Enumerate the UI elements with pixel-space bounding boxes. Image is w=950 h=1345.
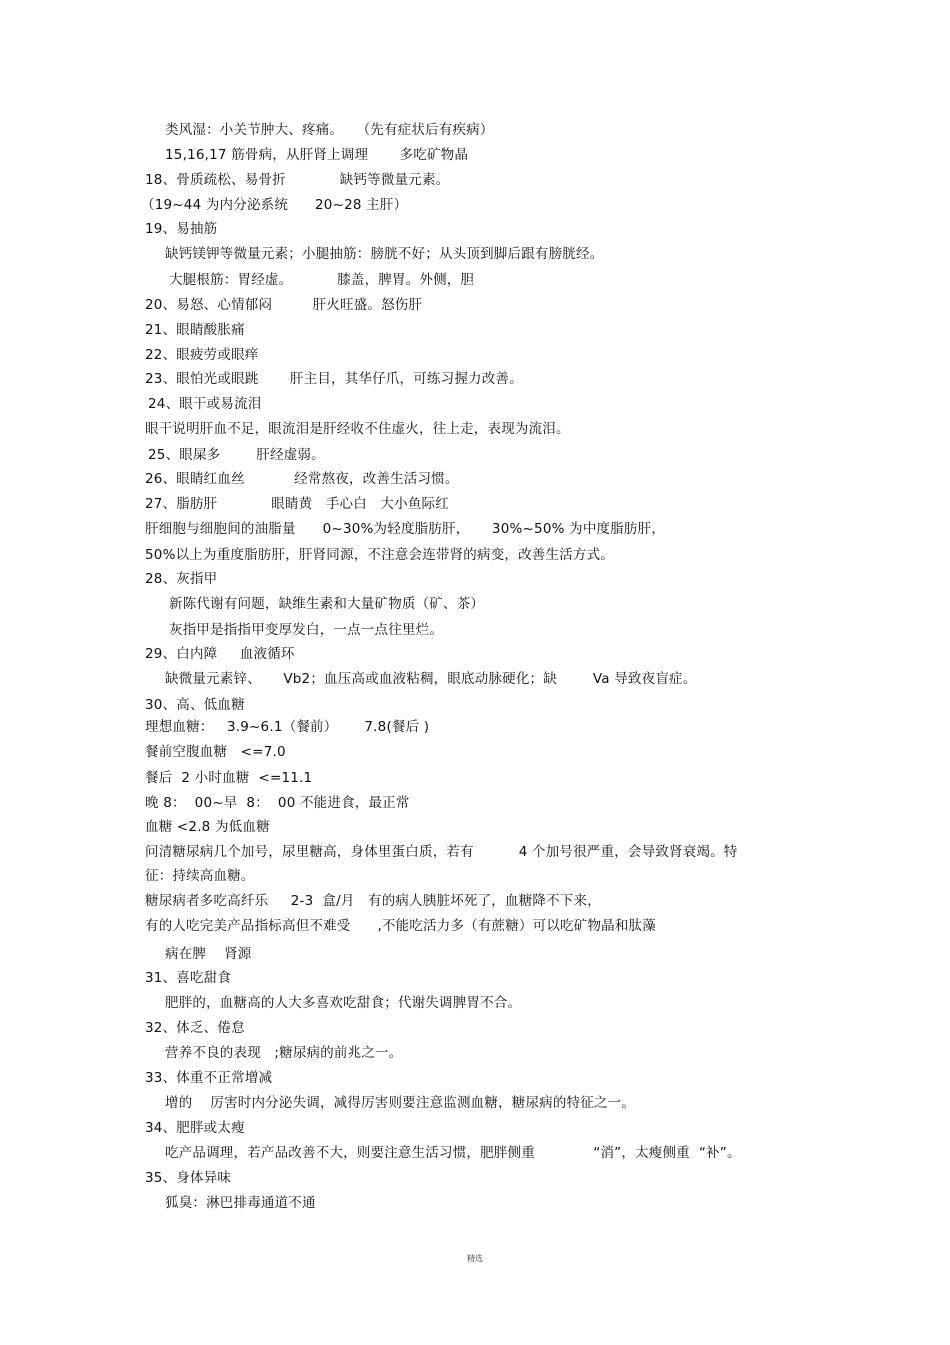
text-line-34: 病在脾 肾源	[165, 946, 252, 962]
text-line-18: 50%以上为重度脂肪肝，肝肾同源，不注意会连带肾的病变，改善生活方式。	[145, 547, 615, 563]
heading-item-33: 33、体重不正常增减	[145, 1070, 273, 1086]
heading-item-22: 22、眼疲劳或眼痒	[145, 347, 259, 363]
heading-item-23: 23、眼怕光或眼跳 肝主目，其华仔爪，可练习握力改善。	[145, 371, 523, 387]
text-line-36: 肥胖的，血糖高的人大多喜欢吃甜食；代谢失调脾胃不合。	[165, 995, 522, 1011]
heading-item-31: 31、喜吃甜食	[145, 970, 232, 986]
heading-item-32: 32、体乏、倦怠	[145, 1020, 245, 1036]
heading-item-29: 29、白内障 血液循环	[145, 646, 295, 662]
heading-item-24: 24、眼干或易流泪	[148, 396, 262, 412]
heading-item-35: 35、身体异味	[145, 1170, 232, 1186]
heading-item-34: 34、肥胖或太瘦	[145, 1120, 245, 1136]
text-line-26: 餐前空腹血糖 <=7.0	[145, 744, 286, 760]
text-line-30: 问清糖尿病几个加号，尿里糖高，身体里蛋白质，若有 4 个加号很严重，会导致肾衰竭。特	[145, 844, 738, 860]
heading-item-20: 20、易怒、心情郁闷 肝火旺盛。怒伤肝	[145, 297, 423, 313]
text-line-25: 理想血糖： 3.9~6.1（餐前） 7.8(餐后 )	[145, 719, 430, 735]
text-line-6: 缺钙镁钾等微量元素；小腿抽筋：膀胱不好；从头顶到脚后跟有膀胱经。	[165, 246, 604, 262]
heading-item-28: 28、灰指甲	[145, 571, 218, 587]
heading-item-19: 19、易抽筋	[145, 221, 218, 237]
text-line-17: 肝细胞与细胞间的油脂量 0~30%为轻度脂肪肝， 30%~50% 为中度脂肪肝，	[145, 521, 666, 537]
text-line-31: 征：持续高血糖。	[145, 868, 255, 884]
text-line-20: 新陈代谢有问题，缺维生素和大量矿物质（矿、茶）	[169, 596, 485, 612]
text-line-29: 血糖 <2.8 为低血糖	[145, 819, 270, 835]
text-line-42: 吃产品调理，若产品改善不大，则要注意生活习惯，肥胖侧重 “消”，太瘦侧重 “补”。	[165, 1145, 741, 1161]
text-line-21: 灰指甲是指指甲变厚发白，一点一点往里烂。	[169, 622, 443, 638]
text-line-2: 15,16,17 筋骨病，从肝肾上调理 多吃矿物晶	[165, 147, 469, 163]
text-line-27: 餐后 2 小时血糖 <=11.1	[145, 770, 313, 786]
text-line-7: 大腿根筋：胃经虚。 膝盖，脾胃。外侧，胆	[169, 272, 475, 288]
heading-item-26: 26、眼睛红血丝 经常熬夜，改善生活习惯。	[145, 471, 459, 487]
text-line-33: 有的人吃完美产品指标高但不难受 ,不能吃活力多（有蔗糖）可以吃矿物晶和肽藻	[145, 918, 656, 934]
text-line-1: 类风湿：小关节肿大、疼痛。 （先有症状后有疾病）	[165, 122, 494, 138]
heading-item-25: 25、眼屎多 肝经虚弱。	[148, 447, 325, 463]
text-line-4: （19~44 为内分泌系统 20~28 主肝）	[141, 197, 408, 213]
heading-item-30: 30、高、低血糖	[145, 697, 245, 713]
text-line-40: 增的 厉害时内分泌失调，减得厉害则要注意监测血糖，糖尿病的特征之一。	[165, 1095, 636, 1111]
page-footer-label: 精选	[467, 1254, 483, 1263]
text-line-44: 狐臭：淋巴排毒通道不通	[165, 1195, 316, 1211]
text-line-28: 晚 8： 00~早 8： 00 不能进食，最正常	[145, 795, 410, 811]
text-line-13: 眼干说明肝血不足，眼流泪是肝经收不住虚火，往上走，表现为流泪。	[145, 421, 570, 437]
heading-item-18: 18、骨质疏松、易骨折 缺钙等微量元素。	[145, 172, 450, 188]
heading-item-27: 27、脂肪肝 眼睛黄 手心白 大小鱼际红	[145, 496, 449, 512]
text-line-32: 糖尿病者多吃高纤乐 2-3 盒/月 有的病人胰脏坏死了，血糖降不下来，	[145, 893, 601, 909]
heading-item-21: 21、眼睛酸胀痛	[145, 322, 245, 338]
text-line-38: 营养不良的表现 ;糖尿病的前兆之一。	[165, 1045, 403, 1061]
text-line-23: 缺微量元素锌、 Vb2；血压高或血液粘稠，眼底动脉硬化；缺 Va 导致夜盲症。	[165, 671, 697, 687]
